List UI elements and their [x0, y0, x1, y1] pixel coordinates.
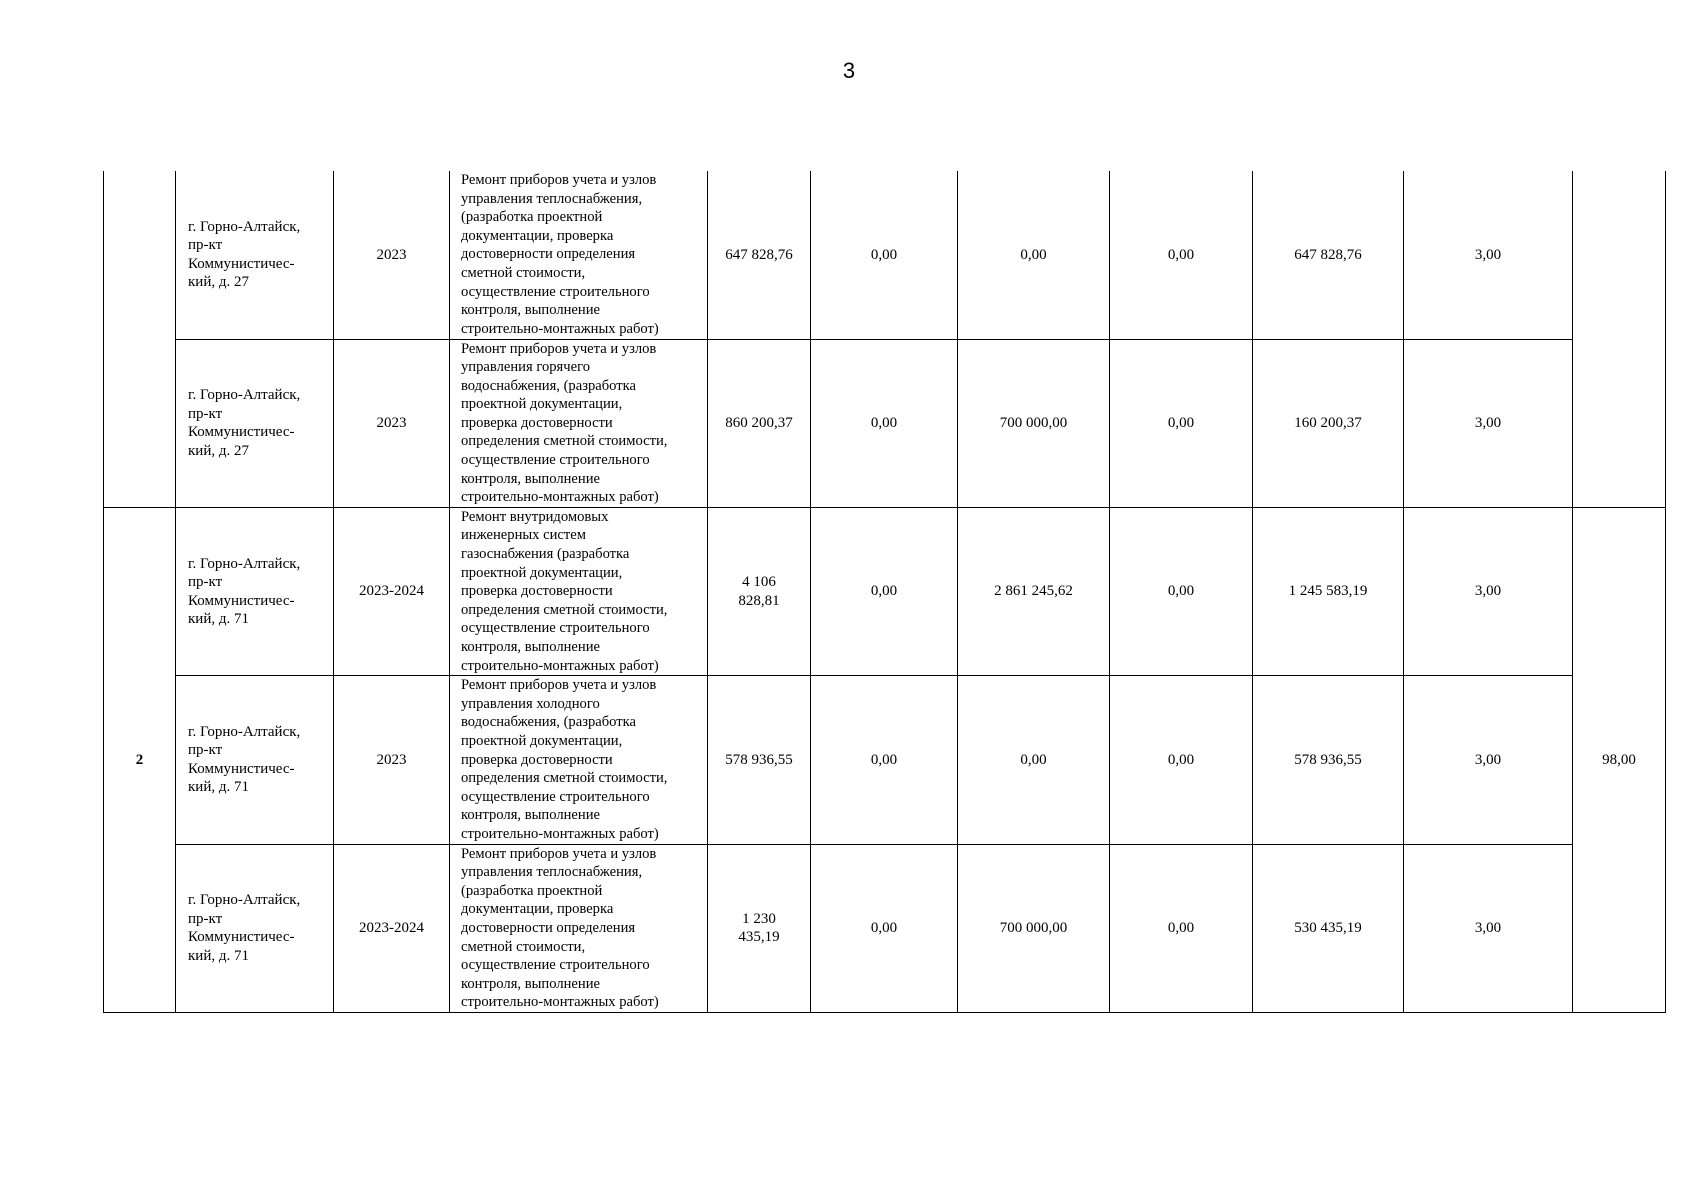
period-cell: 2023: [334, 171, 450, 339]
amount-cell: 0,00: [958, 676, 1110, 844]
address-cell: г. Горно-Алтайск, пр-кт Коммунистичес- кий, д. 27: [176, 171, 334, 339]
amount-cell: 0,00: [1110, 171, 1253, 339]
amount-cell: 0,00: [811, 844, 958, 1012]
period-cell: 2023-2024: [334, 507, 450, 675]
address-cell: г. Горно-Алтайск, пр-кт Коммунистичес- кий, д. 71: [176, 844, 334, 1012]
amount-cell: 3,00: [1404, 171, 1573, 339]
address-cell: г. Горно-Алтайск, пр-кт Коммунистичес- кий, д. 71: [176, 676, 334, 844]
amount-cell: 160 200,37: [1253, 339, 1404, 507]
amount-cell: 3,00: [1404, 844, 1573, 1012]
total-cost-cell: 4 106 828,81: [708, 507, 811, 675]
amount-cell: 578 936,55: [1253, 676, 1404, 844]
address-cell: г. Горно-Алтайск, пр-кт Коммунистичес- кий, д. 71: [176, 507, 334, 675]
period-cell: 2023-2024: [334, 844, 450, 1012]
total-cost-cell: 647 828,76: [708, 171, 811, 339]
amount-cell: 0,00: [1110, 507, 1253, 675]
table-row: [104, 507, 1666, 675]
work-description-cell: Ремонт приборов учета и узлов управления теплоснабжения, (разработка проектной документации, проверка достоверности определения сметной стоимости, осуществление строительного контроля, выполнение строительно-монтажных работ): [450, 171, 708, 339]
repair-works-table: [103, 171, 1666, 1013]
table-row: [104, 676, 1666, 844]
total-cost-cell: 578 936,55: [708, 676, 811, 844]
work-description-cell: Ремонт внутридомовых инженерных систем газоснабжения (разработка проектной документации, проверка достоверности определения сметной стоимости, осуществление строительного контроля, выполнение строительно-монтажных работ): [450, 507, 708, 675]
item-number-cell: 2: [104, 507, 176, 1012]
share-cell: 98,00: [1573, 507, 1666, 1012]
address-cell: г. Горно-Алтайск, пр-кт Коммунистичес- кий, д. 27: [176, 339, 334, 507]
table-row: [104, 171, 1666, 339]
amount-cell: 647 828,76: [1253, 171, 1404, 339]
table-row: [104, 844, 1666, 1012]
item-number-cell: [104, 171, 176, 507]
amount-cell: 0,00: [811, 676, 958, 844]
amount-cell: 700 000,00: [958, 339, 1110, 507]
amount-cell: 0,00: [1110, 676, 1253, 844]
amount-cell: 2 861 245,62: [958, 507, 1110, 675]
amount-cell: 0,00: [811, 171, 958, 339]
amount-cell: 0,00: [1110, 339, 1253, 507]
amount-cell: 3,00: [1404, 676, 1573, 844]
amount-cell: 0,00: [1110, 844, 1253, 1012]
amount-cell: 530 435,19: [1253, 844, 1404, 1012]
total-cost-cell: 1 230 435,19: [708, 844, 811, 1012]
amount-cell: 700 000,00: [958, 844, 1110, 1012]
amount-cell: 0,00: [811, 339, 958, 507]
amount-cell: 3,00: [1404, 339, 1573, 507]
period-cell: 2023: [334, 339, 450, 507]
work-description-cell: Ремонт приборов учета и узлов управления холодного водоснабжения, (разработка проектной документации, проверка достоверности определения сметной стоимости, осуществление строительного контроля, выполнение строительно-монтажных работ): [450, 676, 708, 844]
amount-cell: 1 245 583,19: [1253, 507, 1404, 675]
amount-cell: 3,00: [1404, 507, 1573, 675]
amount-cell: 0,00: [958, 171, 1110, 339]
work-description-cell: Ремонт приборов учета и узлов управления теплоснабжения, (разработка проектной документации, проверка достоверности определения сметной стоимости, осуществление строительного контроля, выполнение строительно-монтажных работ): [450, 844, 708, 1012]
page-number: 3: [842, 58, 856, 83]
share-cell: [1573, 171, 1666, 507]
period-cell: 2023: [334, 676, 450, 844]
work-description-cell: Ремонт приборов учета и узлов управления горячего водоснабжения, (разработка проектной документации, проверка достоверности определения сметной стоимости, осуществление строительного контроля, выполнение строительно-монтажных работ): [450, 339, 708, 507]
total-cost-cell: 860 200,37: [708, 339, 811, 507]
amount-cell: 0,00: [811, 507, 958, 675]
table-row: [104, 339, 1666, 507]
